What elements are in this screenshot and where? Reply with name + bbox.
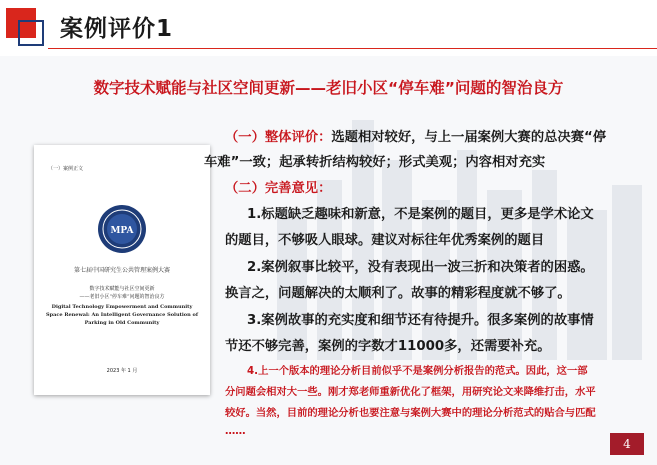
point-4-line1: 4.上一个版本的理论分析目前似乎不是案例分析报告的范式。因此，这一部 [247,365,588,377]
improvement-heading: （二）完善意见： [225,181,332,196]
point-1-line2: 的题目，不够吸人眼球。建议对标往年优秀案例的题目 [225,233,545,248]
header-divider [48,48,657,49]
doc-section-tag: （一）案例正文 [48,166,84,172]
point-1-line1: 1.标题缺乏趣味和新意，不是案例的题目，更多是学术论文 [247,207,594,222]
doc-contest-name: 第七届中国研究生公共管理案例大赛 [73,267,170,274]
svg-text:MPA: MPA [110,226,134,236]
doc-title-cn-line1: 数字技术赋能与社区空间更新 [89,286,155,292]
page-title: 案例评价1 [60,16,174,42]
overall-evaluation-label: （一）整体评价： [225,130,332,145]
point-3-line2: 节还不够完善，案例的字数才11000多，还需要补充。 [225,339,551,354]
case-document-cover [34,145,210,395]
overall-evaluation-line2: 车难”一致；起承转折结构较好；形式美观；内容相对充实 [204,155,546,170]
point-4-line3: 较好。当然，目前的理论分析也要注意与案例大赛中的理论分析范式的贴合与匹配 [225,407,596,419]
doc-date: 2023 年 1 月 [106,368,138,374]
overall-evaluation-line1 [225,126,606,145]
case-subtitle: 数字技术赋能与社区空间更新——老旧小区“停车难”问题的智治良方 [93,79,564,97]
doc-title-en: Digital Technology Empowerment and Community Space Renewal: An Intelligent Governance Solution of Parking in Old Community [46,304,198,326]
point-2-line2: 换言之，问题解决的太顺利了。故事的精彩程度就不够了。 [225,286,571,301]
doc-title-cn-line2: ——老旧小区“停车难”问题的智治良方 [79,294,165,300]
point-2-line1: 2.案例叙事比较平，没有表现出一波三折和决策者的困惑。 [247,260,594,275]
point-4-line4: …… [225,425,246,437]
header-outline-square [18,20,44,46]
page-number-badge: 4 [610,433,644,455]
point-4-line2: 分问题会相对大一些。刚才郑老师重新优化了框架，用研究论文来降维打击，水平 [225,386,596,398]
mpa-logo-icon [96,203,148,255]
overall-evaluation-text: 选题相对较好，与上一届案例大赛的总决赛“停 [331,130,607,145]
header-bar [0,0,657,56]
point-3-line1: 3.案例故事的充实度和细节还有待提升。很多案例的故事情 [247,313,594,328]
